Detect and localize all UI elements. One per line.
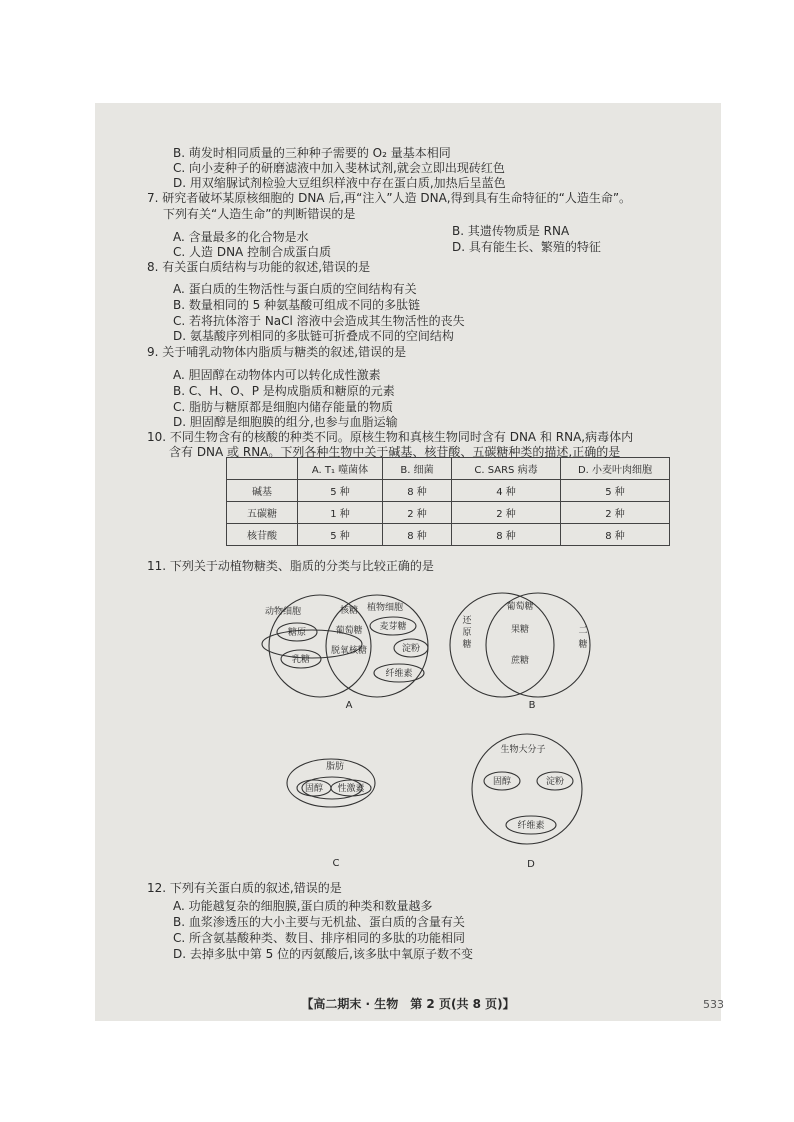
table-header-cell: A. T₁ 噬菌体 bbox=[298, 458, 383, 480]
q9-stem: 9. 关于哺乳动物体内脂质与糖类的叙述,错误的是 bbox=[147, 345, 407, 359]
q6-option-c: C. 向小麦种子的研磨滤液中加入斐林试剂,就会立即出现砖红色 bbox=[173, 161, 505, 175]
q7-option-b: B. 其遗传物质是 RNA bbox=[452, 224, 570, 238]
exam-page bbox=[95, 103, 724, 1021]
table-cell: 1 种 bbox=[298, 502, 383, 524]
label-maltose: 麦芽糖 bbox=[379, 622, 407, 632]
caption-c: C bbox=[332, 858, 340, 869]
q10-stem-2: 含有 DNA 或 RNA。下列各种生物中关于碱基、核苷酸、五碳糖种类的描述,正确的是 bbox=[169, 445, 621, 459]
label-animal-cell: 动物细胞 bbox=[264, 607, 302, 617]
q12-stem: 12. 下列有关蛋白质的叙述,错误的是 bbox=[147, 881, 342, 895]
label-ribose: 核糖 bbox=[339, 606, 359, 616]
q9-option-c: C. 脂肪与糖原都是细胞内储存能量的物质 bbox=[173, 400, 394, 414]
label-sex-hormone: 性激素 bbox=[337, 784, 365, 794]
q8-stem: 8. 有关蛋白质结构与功能的叙述,错误的是 bbox=[147, 260, 371, 274]
q12-option-a: A. 功能越复杂的细胞膜,蛋白质的种类和数量越多 bbox=[173, 899, 433, 913]
label-lactose: 乳糖 bbox=[291, 655, 311, 665]
q7-stem-2: 下列有关“人造生命”的判断错误的是 bbox=[163, 207, 356, 221]
label-d-sterol: 固醇 bbox=[492, 777, 512, 787]
caption-b: B bbox=[528, 700, 536, 711]
q12-option-c: C. 所含氨基酸种类、数目、排序相同的多肽的功能相同 bbox=[173, 931, 466, 945]
diagram-b-disaccharide-circle bbox=[486, 593, 590, 697]
table-header-cell: B. 细菌 bbox=[383, 458, 452, 480]
table-header-cell: D. 小麦叶肉细胞 bbox=[561, 458, 670, 480]
table-cell: 碱基 bbox=[227, 480, 298, 502]
table-cell: 5 种 bbox=[298, 480, 383, 502]
q12-option-d: D. 去掉多肽中第 5 位的丙氨酸后,该多肽中氧原子数不变 bbox=[173, 947, 473, 961]
table-cell: 8 种 bbox=[452, 524, 561, 546]
label-sterol: 固醇 bbox=[304, 784, 324, 794]
table-cell: 5 种 bbox=[298, 524, 383, 546]
q8-option-d: D. 氨基酸序列相同的多肽链可折叠成不同的空间结构 bbox=[173, 329, 454, 343]
label-cellulose: 纤维素 bbox=[385, 669, 413, 679]
q7-option-d: D. 具有能生长、繁殖的特征 bbox=[452, 240, 601, 254]
caption-d: D bbox=[527, 859, 535, 870]
label-deoxyribose: 脱氧核糖 bbox=[330, 646, 368, 656]
table-cell: 5 种 bbox=[561, 480, 670, 502]
table-cell: 2 种 bbox=[452, 502, 561, 524]
table-cell: 4 种 bbox=[452, 480, 561, 502]
table-cell: 2 种 bbox=[561, 502, 670, 524]
q7-option-c: C. 人造 DNA 控制合成蛋白质 bbox=[173, 245, 332, 259]
label-b-fructose: 果糖 bbox=[510, 625, 530, 635]
caption-a: A bbox=[345, 700, 353, 711]
table-cell: 8 种 bbox=[383, 480, 452, 502]
table-header-cell: C. SARS 病毒 bbox=[452, 458, 561, 480]
q8-option-c: C. 若将抗体溶于 NaCl 溶液中会造成其生物活性的丧失 bbox=[173, 314, 465, 328]
table-cell: 8 种 bbox=[561, 524, 670, 546]
label-disaccharide: 二糖 bbox=[578, 626, 588, 650]
q9-option-a: A. 胆固醇在动物体内可以转化成性激素 bbox=[173, 368, 381, 382]
label-d-cellulose: 纤维素 bbox=[517, 821, 545, 831]
label-fat: 脂肪 bbox=[325, 762, 345, 772]
label-macromolecule: 生物大分子 bbox=[500, 745, 546, 755]
q8-option-a: A. 蛋白质的生物活性与蛋白质的空间结构有关 bbox=[173, 282, 417, 296]
page-footer: 【高二期末 · 生物 第 2 页(共 8 页)】 bbox=[301, 997, 515, 1011]
q9-option-d: D. 胆固醇是细胞膜的组分,也参与血脂运输 bbox=[173, 415, 398, 429]
label-starch: 淀粉 bbox=[401, 644, 421, 654]
q6-option-d: D. 用双缩脲试剂检验大豆组织样液中存在蛋白质,加热后呈蓝色 bbox=[173, 176, 506, 190]
table-cell: 8 种 bbox=[383, 524, 452, 546]
label-glucose: 葡萄糖 bbox=[335, 626, 363, 636]
q6-option-b: B. 萌发时相同质量的三种种子需要的 O₂ 量基本相同 bbox=[173, 146, 451, 160]
label-b-sucrose: 蔗糖 bbox=[510, 656, 530, 666]
q12-option-b: B. 血浆渗透压的大小主要与无机盐、蛋白质的含量有关 bbox=[173, 915, 465, 929]
table-cell: 2 种 bbox=[383, 502, 452, 524]
page-code: 533 bbox=[703, 998, 724, 1011]
label-plant-cell: 植物细胞 bbox=[366, 603, 404, 613]
q9-option-b: B. C、H、O、P 是构成脂质和糖原的元素 bbox=[173, 384, 395, 398]
table-cell: 五碳糖 bbox=[227, 502, 298, 524]
q10-stem: 10. 不同生物含有的核酸的种类不同。原核生物和真核生物同时含有 DNA 和 RNA,病毒体内 bbox=[147, 430, 634, 444]
table-cell: 核苷酸 bbox=[227, 524, 298, 546]
label-b-glucose: 葡萄糖 bbox=[506, 602, 534, 612]
label-reducing-sugar: 还原糖 bbox=[462, 616, 472, 650]
q11-stem: 11. 下列关于动植物糖类、脂质的分类与比较正确的是 bbox=[147, 559, 434, 573]
q8-option-b: B. 数量相同的 5 种氨基酸可组成不同的多肽链 bbox=[173, 298, 421, 312]
label-d-starch: 淀粉 bbox=[545, 777, 565, 787]
q7-option-a: A. 含量最多的化合物是水 bbox=[173, 230, 309, 244]
label-glycogen: 糖原 bbox=[287, 628, 307, 638]
q7-stem: 7. 研究者破坏某原核细胞的 DNA 后,再“注入”人造 DNA,得到具有生命特征的“人造生命”。 bbox=[147, 191, 632, 205]
